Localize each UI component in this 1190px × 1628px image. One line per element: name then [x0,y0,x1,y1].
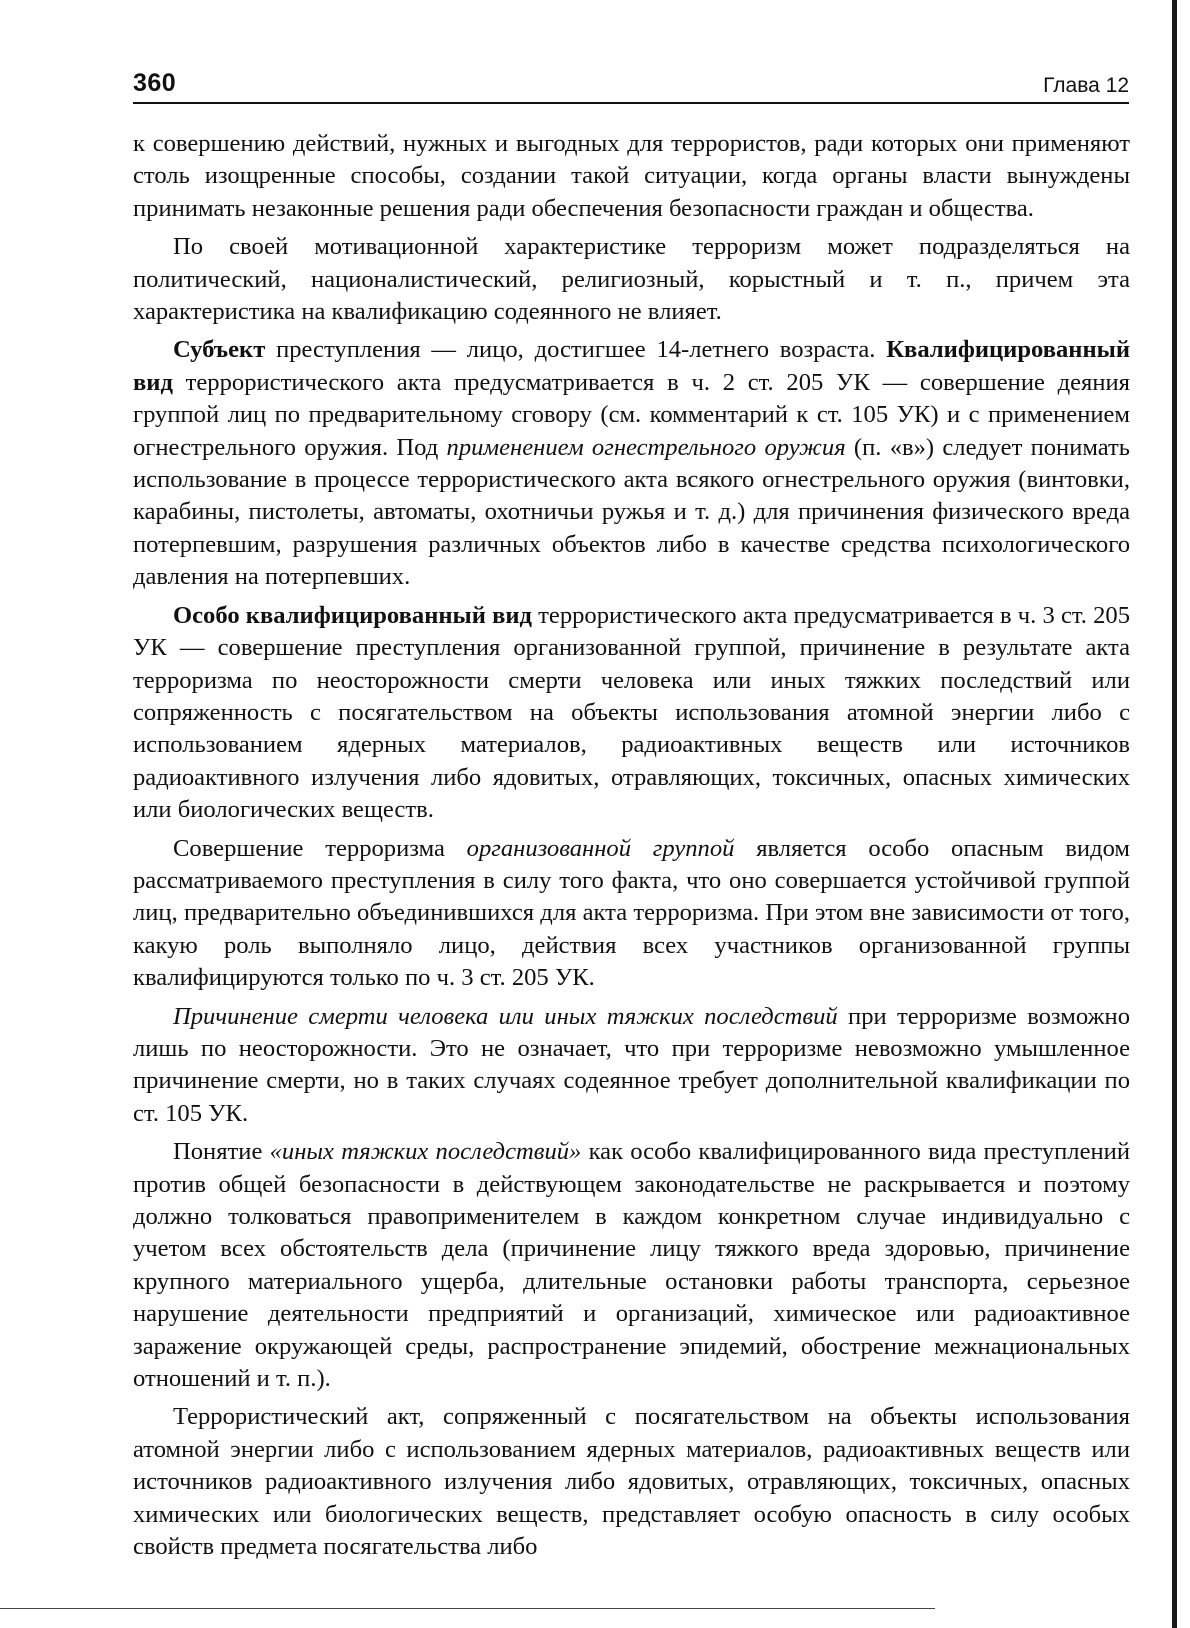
body-text [133,128,1130,1563]
term-causing-death: Причинение смерти человека или иных тяжких последствий [173,1002,838,1030]
paragraph-4 [133,600,1130,827]
paragraph-7-text-b: как особо квалифицированного вида преступлений против общей безопасности в действующем законодательстве не раскрывается и поэтому должно толковаться правоприменителем в каждом конкретном случае индивидуально с учетом всех обстоятельств дела (причинение лицу тяжкого вреда здоровью, причинение крупного материального ущерба, длительные остановки работы транспорта, серьезное нарушение деятельности предприятий и организаций, химическое или радиоактивное заражение окружающей среды, распространение эпидемий, обострение межнациональных отношений и т. п.). [133,1138,1130,1393]
paragraph-6 [133,1001,1130,1131]
term-especially-qualified-type: Особо квалифицированный вид [173,601,532,629]
paragraph-8 [133,1401,1130,1563]
term-firearm-use: применением огнестрельного оружия [446,433,846,461]
paragraph-3 [133,334,1130,593]
term-subject: Субъект [173,336,266,364]
paragraph-4-text: террористического акта предусматривается в ч. 3 ст. 205 УК — совершение преступления организованной группой, причинение в результате акта терроризма по неосторожности смерти человека или иных тяжких последствий или сопряженность с посягательством на объекты использования атомной энергии либо с использованием ядерных материалов, радиоактивных веществ или источников радиоактивного излучения либо ядовитых, отравляющих, токсичных, опасных химических или биологических веществ. [133,601,1130,824]
paragraph-3-text-c: (п. «в») следует понимать использование в процессе террористического акта всякого огнестрельного оружия (винтовки, карабины, пистолеты, автоматы, охотничьи ружья и т. д.) для причинения физического вреда потерпевшим, разрушения различных объектов либо в качестве средства психологического давления на потерпевших. [133,433,1131,591]
paragraph-6-text: при терроризме возможно лишь по неосторожности. Это не означает, что при терроризме невозможно умышленное причинение смерти, но в таких случаях содеянное требует дополнительной квалификации по ст. 105 УК. [133,1002,1131,1127]
paragraph-3-text-a: преступления — лицо, достигшее 14-летнего возраста. [265,336,887,364]
page-number: 360 [133,69,177,97]
bottom-edge-line [0,1608,935,1609]
paragraph-7 [133,1136,1130,1395]
paragraph-1-text: к совершению действий, нужных и выгодных для террористов, ради которых они применяют столь изощренные способы, создании такой ситуации, когда органы власти вынуждены принимать незаконные решения ради обеспечения безопасности граждан и общества. [133,130,1130,222]
paragraph-1 [133,128,1130,225]
paragraph-5-text-b: является особо опасным видом рассматриваемого преступления в силу того факта, что оно совершается устойчивой группой лиц, предварительно объединившихся для акта терроризма. При этом вне зависимости от того, какую роль выполняло лицо, действия всех участников организованной группы квалифицируются только по ч. 3 ст. 205 УК. [133,834,1130,992]
paragraph-5 [133,833,1130,995]
paragraph-2 [133,231,1130,328]
term-qualified-type: Квалифицированный вид [133,336,1130,396]
page-edge-shadow [1172,0,1177,1628]
term-organized-group: организованной группой [466,834,735,862]
paragraph-8-text: Террористический акт, сопряженный с посягательством на объекты использования атомной энергии либо с использованием ядерных материалов, радиоактивных веществ или источников радиоактивного излучения либо ядовитых, отравляющих, токсичных, опасных химических или биологических веществ, представляет особую опасность в силу особых свойств предмета посягательства либо [133,1403,1130,1561]
running-header [133,68,1129,104]
paragraph-3-text-b: террористического акта предусматривается в ч. 2 ст. 205 УК — совершение деяния группой лиц по предварительному сговору (см. комментарий к ст. 105 УК) и с применением огнестрельного оружия. Под [133,368,1130,461]
chapter-title: Глава 12 [1043,74,1129,97]
paragraph-7-text-a: Понятие [173,1138,270,1166]
paragraph-2-text: По своей мотивационной характеристике терроризм может подразделяться на политический, националистический, религиозный, корыстный и т. п., причем эта характеристика на квалификацию содеянного не влияет. [133,233,1130,326]
term-other-grave-consequences: «иных тяжких последствий» [269,1138,582,1166]
paragraph-5-text-a: Совершение терроризма [173,834,467,862]
